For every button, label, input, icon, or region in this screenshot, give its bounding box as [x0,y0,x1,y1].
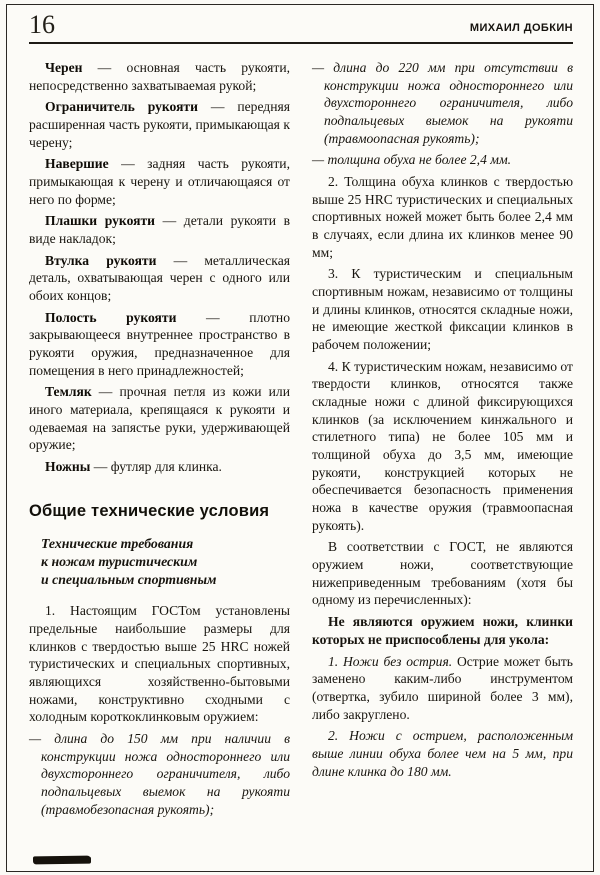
rule-item-lead: 1. Ножи без острия. [328,653,453,669]
definition-term: Темляк [45,384,92,400]
rule-item-lead: 2. Ножи с острием, расположенным выше линии обуха более чем на 5 мм, при длине клинка до 180 мм. [312,728,573,779]
definition-text: — детали рукояти в виде накладок; [29,213,290,247]
subsection-line: Технические требования [41,535,194,551]
bold-statement: Не являются оружием ножи, клинки которых не приспособлены для укола: [312,614,573,647]
definition-text: — передняя расширенная часть рукояти, примыкающая к черену; [29,99,290,150]
text-columns [29,59,573,822]
page-frame [6,4,594,872]
dash-list-item: — длина до 150 мм при наличии в конструкции ножа одностороннего или двухстороннего ограничителя, либо подпальцевых выемок на рукояти (травмобезопасная рукоять); [29,731,290,817]
definition-term: Ножны [45,459,91,475]
definition-term: Полость рукояти [45,309,177,325]
ink-smudge-artifact [33,856,91,865]
header-rule [29,42,573,44]
definition-term: Навершие [45,156,109,172]
rule-item [312,727,573,780]
definition-item [29,155,290,208]
definition-text: — прочная петля из кожи или иного материала, крепящаяся к рукояти и одеваемая на запястье руки, удерживающей оружие; [29,384,290,453]
definition-item [29,252,290,305]
body-paragraph: В соответствии с ГОСТ, не являются оружием ножи, соответствующие нижеприведенным требованиям (хотя бы одному из перечисленных): [312,539,573,608]
author-name: МИХАИЛ ДОБКИН [469,22,573,34]
subsection-heading [29,535,290,590]
rule-item-text: Острие может быть заменено каким-либо инструментом (отвертка, зубило шириной более 3 мм), либо закруглено. [312,653,573,722]
body-paragraph: 1. Настоящим ГОСТом установлены предельные наибольшие размеры для клинков с твердостью выше 25 HRC ножей туристических и специальных спортивных, являющихся хозяйственно-бытовыми ножами, конструктивно сходными с холодным короткоклинковым оружием: [29,603,290,725]
definition-term: Ограничитель рукояти [45,99,198,115]
subsection-line: к ножам туристическим [41,553,198,569]
definition-item [29,212,290,247]
body-paragraph: 3. К туристическим и специальным спортивным ножам, независимо от толщины и длины клинков, относятся складные ножи, не имеющие жесткой фиксации клинков в рабочем положении; [312,266,573,353]
definition-item [29,98,290,151]
definition-term: Втулка рукояти [45,252,157,268]
dash-list-item: — длина до 220 мм при отсутствии в конструкции ножа одностороннего или двухстороннего ограничителя, либо подпальцевых выемок на рукояти (травмоопасная рукоять); [312,60,573,146]
definition-text: — футляр для клинка. [90,459,222,475]
section-heading: Общие технические условия [29,501,270,520]
definition-term: Плашки рукояти [45,213,155,229]
definition-text: — задняя часть рукояти, примыкающая к черену и отличающаяся от него по форме; [29,156,290,207]
definition-text: — плотно закрывающееся внутреннее пространство в рукояти оружия, предназначенное для помещения в него принадлежностей; [29,309,290,378]
definition-item [29,309,290,380]
page-number: 16 [29,10,55,39]
page-header [29,12,573,42]
definition-text: — металлическая деталь, охватывающая черен с одного или обоих концов; [29,252,290,304]
definition-item [29,59,290,94]
definition-text: — основная часть рукояти, непосредственно захватываемая рукой; [29,60,290,93]
definition-term: Черен [45,60,83,75]
body-paragraph: 2. Толщина обуха клинков с твердостью выше 25 HRC туристических и специальных спортивных ножей может быть более 2,4 мм в случаях, если длина их клинков менее 90 мм; [312,174,573,260]
rule-item [312,653,573,724]
dash-list-item: — толщина обуха не более 2,4 мм. [312,152,512,168]
definition-item [29,383,290,454]
body-paragraph: 4. К туристическим ножам, независимо от твердости клинков, относятся также складные ножи с длиной фиксирующихся клинков (за исключением кинжального и стилетного типа) не более 105 мм и толщиной обуха до 3,5 мм, имеющие рукояти, конструкцией которых не обеспечивается безопасность применения ножа в качестве оружия (травмоопасная рукоять). [312,358,573,533]
definition-item [29,458,290,476]
right-column [312,59,573,822]
subsection-line: и специальным спортивным [41,572,217,588]
left-column [29,59,290,822]
